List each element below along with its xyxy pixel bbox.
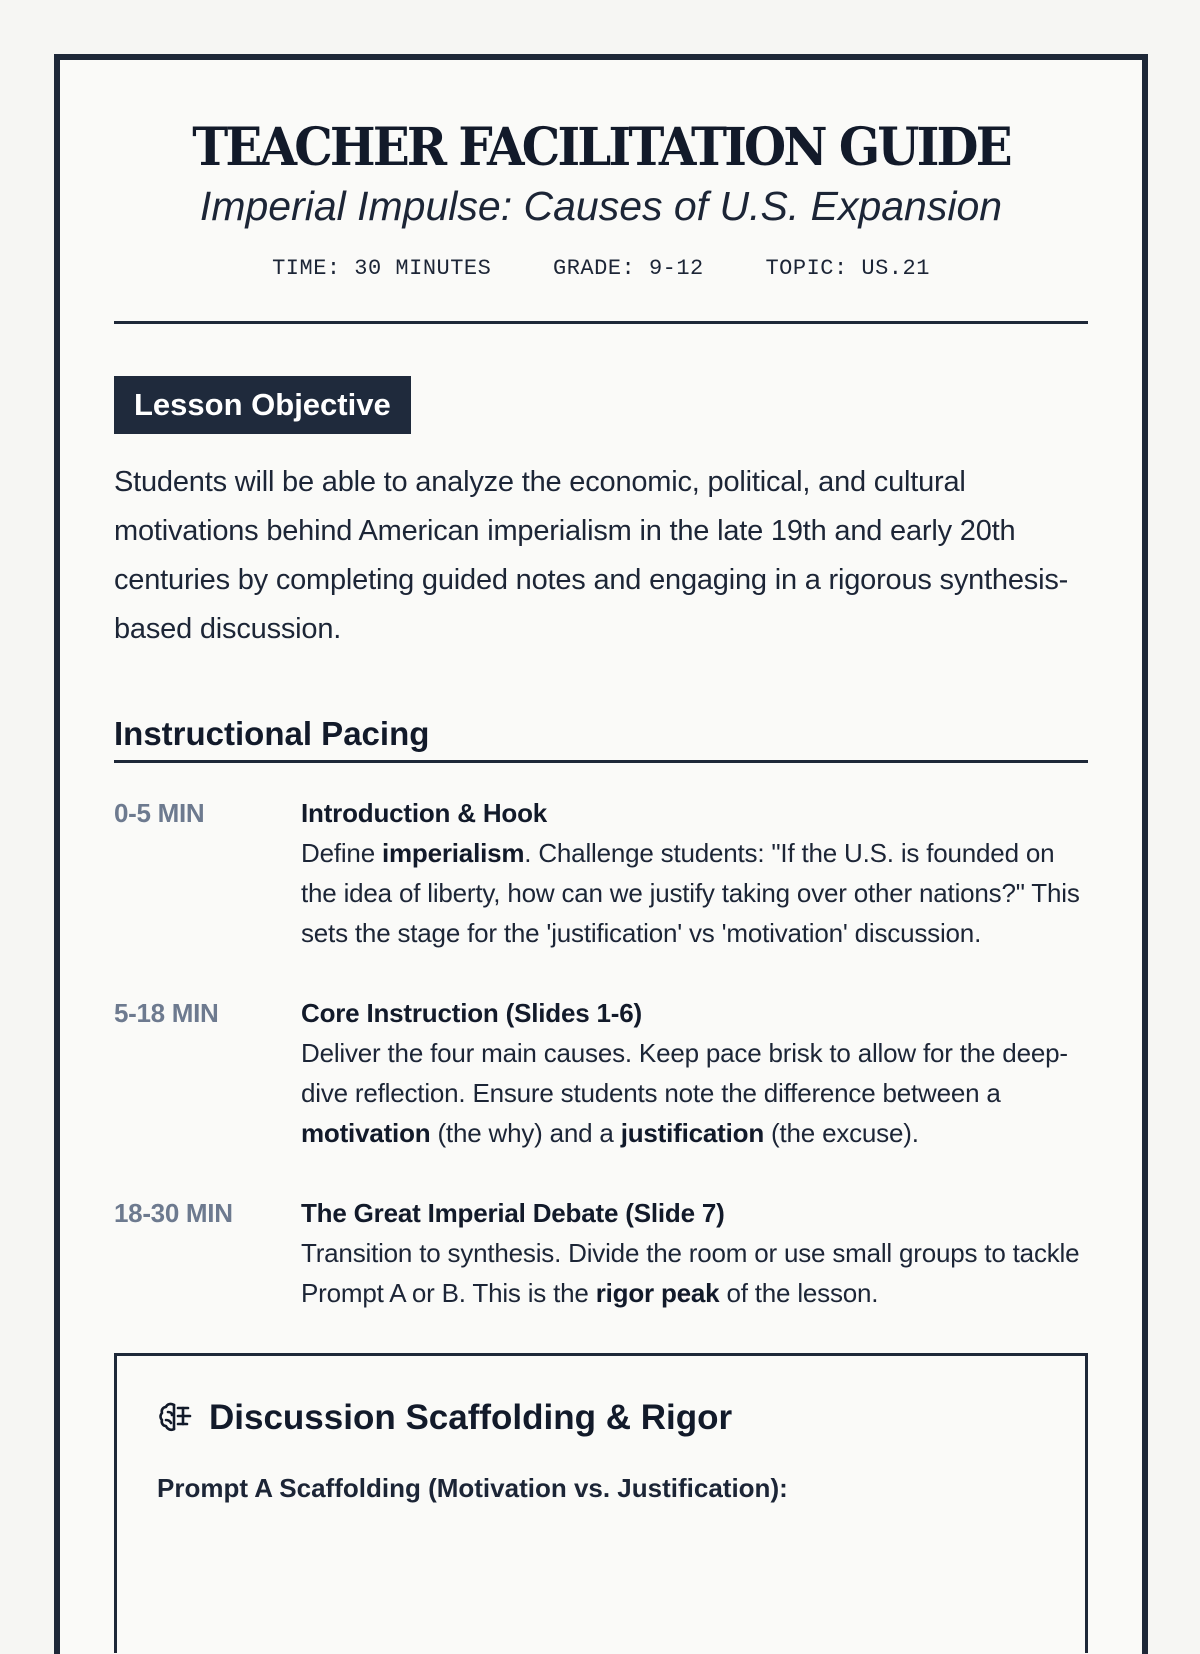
prompt-a-label: Prompt A Scaffolding (Motivation vs. Justification):: [157, 1473, 788, 1503]
pacing-description: [301, 1033, 1088, 1153]
emphasis-term: justification: [620, 1118, 765, 1148]
emphasis-term: imperialism: [381, 838, 525, 868]
pacing-description: [301, 833, 1088, 953]
lesson-meta: [114, 256, 1088, 281]
description-text: (the excuse).: [764, 1118, 919, 1148]
scaffolding-title-text: Discussion Scaffolding & Rigor: [209, 1398, 733, 1437]
pacing-title: Instructional Pacing: [114, 712, 1088, 763]
scaffolding-box: [114, 1353, 1088, 1653]
pacing-time: 5-18 MIN: [114, 998, 219, 1028]
meta-topic: TOPIC: US.21: [765, 256, 930, 281]
description-text: of the lesson.: [719, 1278, 879, 1308]
header-divider: [114, 321, 1088, 324]
scaffolding-title: [157, 1396, 1045, 1440]
pacing-row: [114, 993, 1088, 1153]
pacing-time: 18-30 MIN: [114, 1198, 233, 1228]
page-subtitle: Imperial Impulse: Causes of U.S. Expansion: [199, 183, 1003, 229]
meta-time: TIME: 30 MINUTES: [272, 256, 492, 281]
description-text: (the why) and a: [430, 1118, 621, 1148]
emphasis-term: motivation: [301, 1118, 431, 1148]
page-title: TEACHER FACILITATION GUIDE: [192, 117, 1010, 178]
description-text: . Challenge students: "If the U.S. is founded on the idea of liberty, how can we justify taking over other nations?" This sets the stage for the 'justification' vs 'motivation' discussion.: [301, 838, 1080, 948]
pacing-heading: The Great Imperial Debate (Slide 7): [301, 1198, 725, 1228]
pacing-list: [114, 793, 1088, 1313]
guide-page: [54, 54, 1148, 1654]
pacing-heading: Introduction & Hook: [301, 798, 548, 828]
brain-icon: [157, 1399, 195, 1437]
description-text: Deliver the four main causes. Keep pace brisk to allow for the deep-dive reflection. Ensure students note the difference between a: [301, 1038, 1068, 1108]
pacing-row: [114, 793, 1088, 953]
objective-label: Lesson Objective: [114, 376, 411, 434]
pacing-body: [301, 993, 1088, 1153]
meta-grade: GRADE: 9-12: [553, 256, 704, 281]
description-text: Define: [301, 838, 382, 868]
pacing-row: [114, 1193, 1088, 1313]
objective-text: Students will be able to analyze the economic, political, and cultural motivations behind American imperialism in the late 19th and early 20th centuries by completing guided notes and engaging in a rigorous synthesis-based discussion.: [114, 466, 1069, 645]
description-text: Transition to synthesis. Divide the room or use small groups to tackle Prompt A or B. This is the: [301, 1238, 1080, 1308]
pacing-description: [301, 1233, 1088, 1313]
pacing-heading: Core Instruction (Slides 1-6): [301, 998, 642, 1028]
pacing-body: [301, 793, 1088, 953]
pacing-body: [301, 1193, 1088, 1313]
emphasis-term: rigor peak: [595, 1278, 720, 1308]
pacing-time: 0-5 MIN: [114, 798, 205, 828]
